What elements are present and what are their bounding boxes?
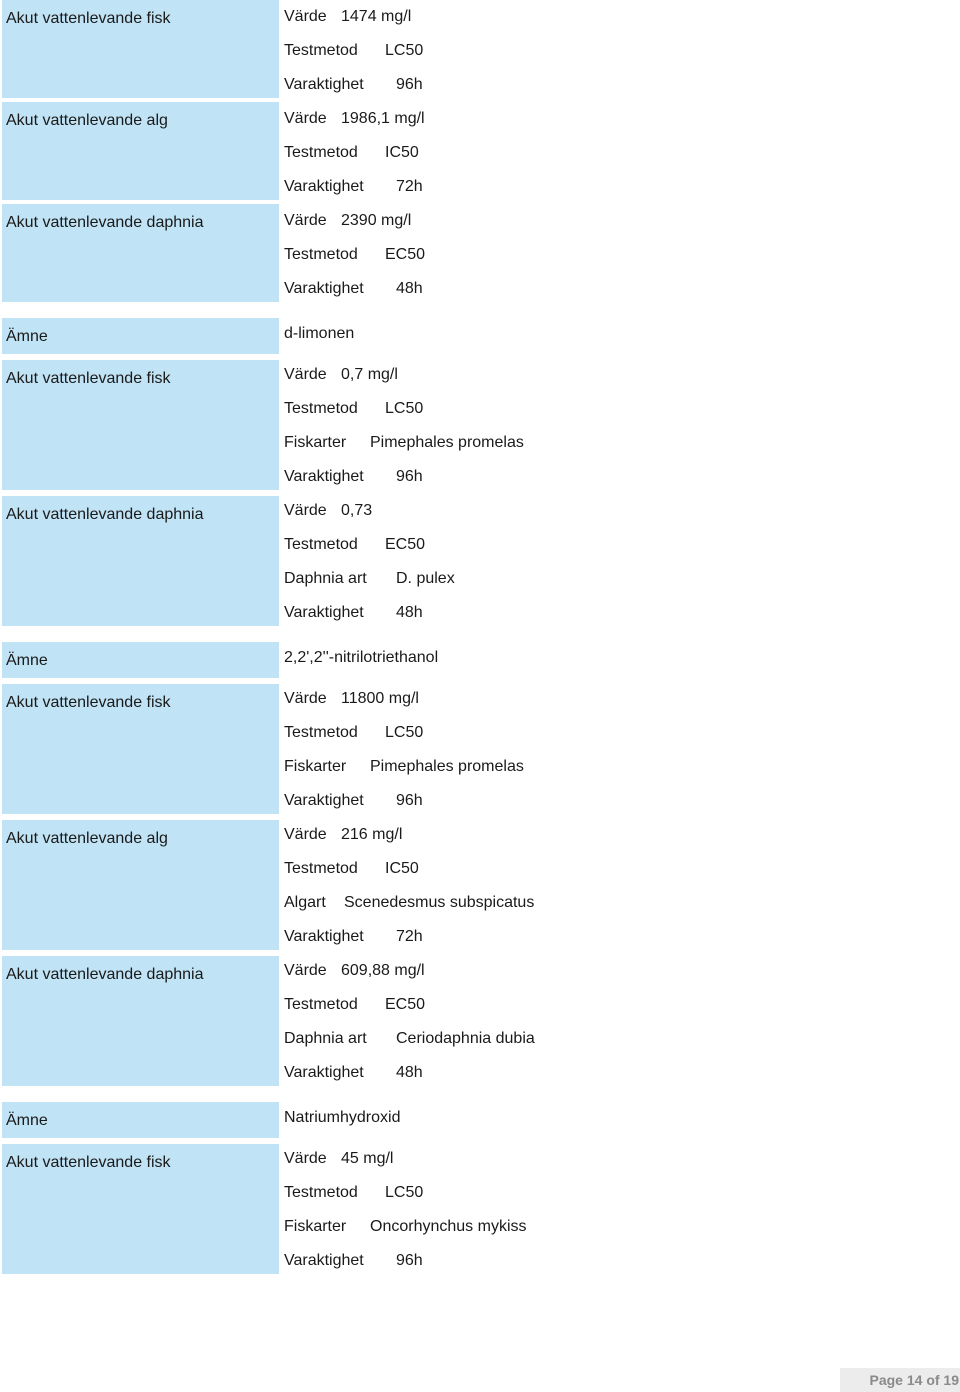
data-block-alg: Akut vattenlevande alg Värde 216 mg/l Testmetod IC50 Algart Scenedesmus subspicatus Varaktighet 72h [0,820,960,950]
row-label: Akut vattenlevande fisk [2,684,279,814]
data-block-fisk: Akut vattenlevande fisk Värde 1474 mg/l Testmetod LC50 Varaktighet 96h [0,0,960,98]
row-label: Ämne [2,642,279,678]
row-label: Akut vattenlevande alg [2,820,279,950]
row-label: Akut vattenlevande daphnia [2,204,279,302]
data-block-daphnia: Akut vattenlevande daphnia Värde 0,73 Testmetod EC50 Daphnia art D. pulex Varaktighet 48h [0,496,960,626]
row-label: Ämne [2,1102,279,1138]
data-block-daphnia: Akut vattenlevande daphnia Värde 2390 mg/l Testmetod EC50 Varaktighet 48h [0,204,960,302]
row-label: Akut vattenlevande daphnia [2,956,279,1086]
row-label: Akut vattenlevande fisk [2,1144,279,1274]
page-footer [840,1368,960,1392]
row-label: Akut vattenlevande fisk [2,360,279,490]
row-label: Akut vattenlevande daphnia [2,496,279,626]
substance-block: Ämne d-limonen [0,318,960,354]
substance-block: Ämne Natriumhydroxid [0,1102,960,1138]
row-label: Akut vattenlevande alg [2,102,279,200]
data-block-fisk: Akut vattenlevande fisk Värde 11800 mg/l Testmetod LC50 Fiskarter Pimephales promelas Varaktighet 96h [0,684,960,814]
row-label: Ämne [2,318,279,354]
data-block-fisk: Akut vattenlevande fisk Värde 45 mg/l Testmetod LC50 Fiskarter Oncorhynchus mykiss Varaktighet 96h [0,1144,960,1274]
substance-block: Ämne 2,2',2''-nitrilotriethanol [0,642,960,678]
data-block-daphnia: Akut vattenlevande daphnia Värde 609,88 mg/l Testmetod EC50 Daphnia art Ceriodaphnia dubia Varaktighet 48h [0,956,960,1086]
row-label: Akut vattenlevande fisk [2,0,279,98]
data-block-fisk: Akut vattenlevande fisk Värde 0,7 mg/l Testmetod LC50 Fiskarter Pimephales promelas Varaktighet 96h [0,360,960,490]
data-block-alg: Akut vattenlevande alg Värde 1986,1 mg/l Testmetod IC50 Varaktighet 72h [0,102,960,200]
page-number: Page 14 of 19 [869,1372,959,1388]
